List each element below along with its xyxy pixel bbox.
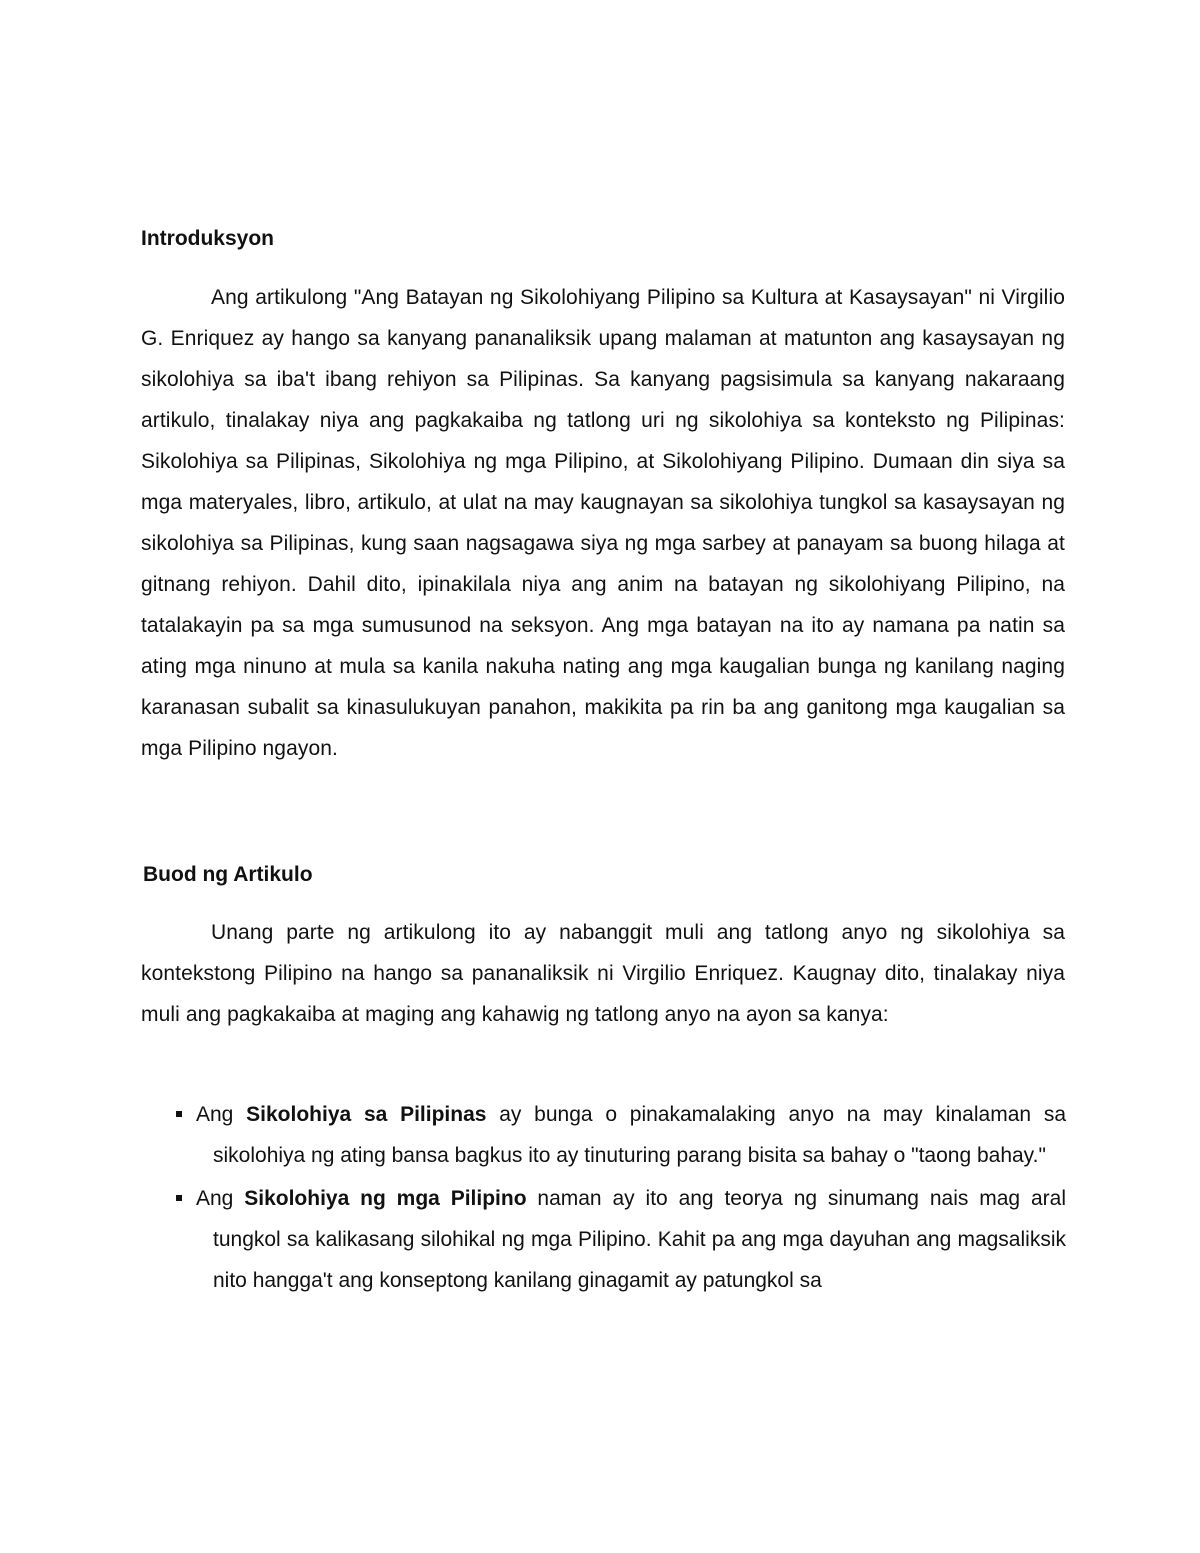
- bullet-text: naman ay ito ang teorya ng sinumang nais mag aral tungkol sa kalikasang silohikal ng mga Pilipino. Kahit pa ang mga dayuhan ang magsaliksik nito hangga't ang konseptong kanilang ginagamit ay patungkol sa: [213, 1187, 1066, 1292]
- bullet-item-sikolohiya-ng-mga-pilipino: [176, 1178, 1066, 1301]
- summary-heading: Buod ng Artikulo: [143, 863, 313, 886]
- bullet-lead: Ang: [196, 1103, 247, 1126]
- bullet-lead: Ang: [196, 1187, 245, 1210]
- bullet-term: Sikolohiya ng mga Pilipino: [244, 1187, 527, 1210]
- bullet-text: ay bunga o pinakamalaking anyo na may kinalaman sa sikolohiya ng ating bansa bagkus ito ay tinuturing parang bisita sa bahay o "taong bahay.": [213, 1103, 1067, 1167]
- summary-bullet-list: [176, 1094, 1066, 1301]
- summary-paragraph: Unang parte ng artikulong ito ay nabanggit muli ang tatlong anyo ng sikolohiya sa kontekstong Pilipino na hango sa pananaliksik ni Virgilio Enriquez. Kaugnay dito, tinalakay niya muli ang pagkakaiba at maging ang kahawig ng tatlong anyo na ayon sa kanya:: [141, 921, 1065, 1026]
- square-bullet-icon: [176, 1195, 182, 1201]
- bullet-term: Sikolohiya sa Pilipinas: [246, 1103, 487, 1126]
- bullet-item-sikolohiya-sa-pilipinas: [176, 1094, 1066, 1176]
- intro-paragraph: Ang artikulong "Ang Batayan ng Sikolohiyang Pilipino sa Kultura at Kasaysayan" ni Virgilio G. Enriquez ay hango sa kanyang pananaliksik upang malaman at matunton ang kasaysayan ng sikolohiya sa iba't ibang rehiyon sa Pilipinas. Sa kanyang pagsisimula sa kanyang nakaraang artikulo, tinalakay niya ang pagkakaiba ng tatlong uri ng sikolohiya sa konteksto ng Pilipinas: Sikolohiya sa Pilipinas, Sikolohiya ng mga Pilipino, at Sikolohiyang Pilipino. Dumaan din siya sa mga materyales, libro, artikulo, at ulat na may kaugnayan sa sikolohiya tungkol sa kasaysayan ng sikolohiya sa Pilipinas, kung saan nagsagawa siya ng mga sarbey at panayam sa buong hilaga at gitnang rehiyon. Dahil dito, ipinakilala niya ang anim na batayan ng sikolohiyang Pilipino, na tatalakayin pa sa mga sumusunod na seksyon. Ang mga batayan na ito ay namana pa natin sa ating mga ninuno at mula sa kanila nakuha nating ang mga kaugalian bunga ng kanilang naging karanasan subalit sa kinasulukuyan panahon, makikita pa rin ba ang ganitong mga kaugalian sa mga Pilipino ngayon.: [141, 286, 1065, 760]
- square-bullet-icon: [176, 1111, 182, 1117]
- intro-heading: Introduksyon: [141, 227, 275, 250]
